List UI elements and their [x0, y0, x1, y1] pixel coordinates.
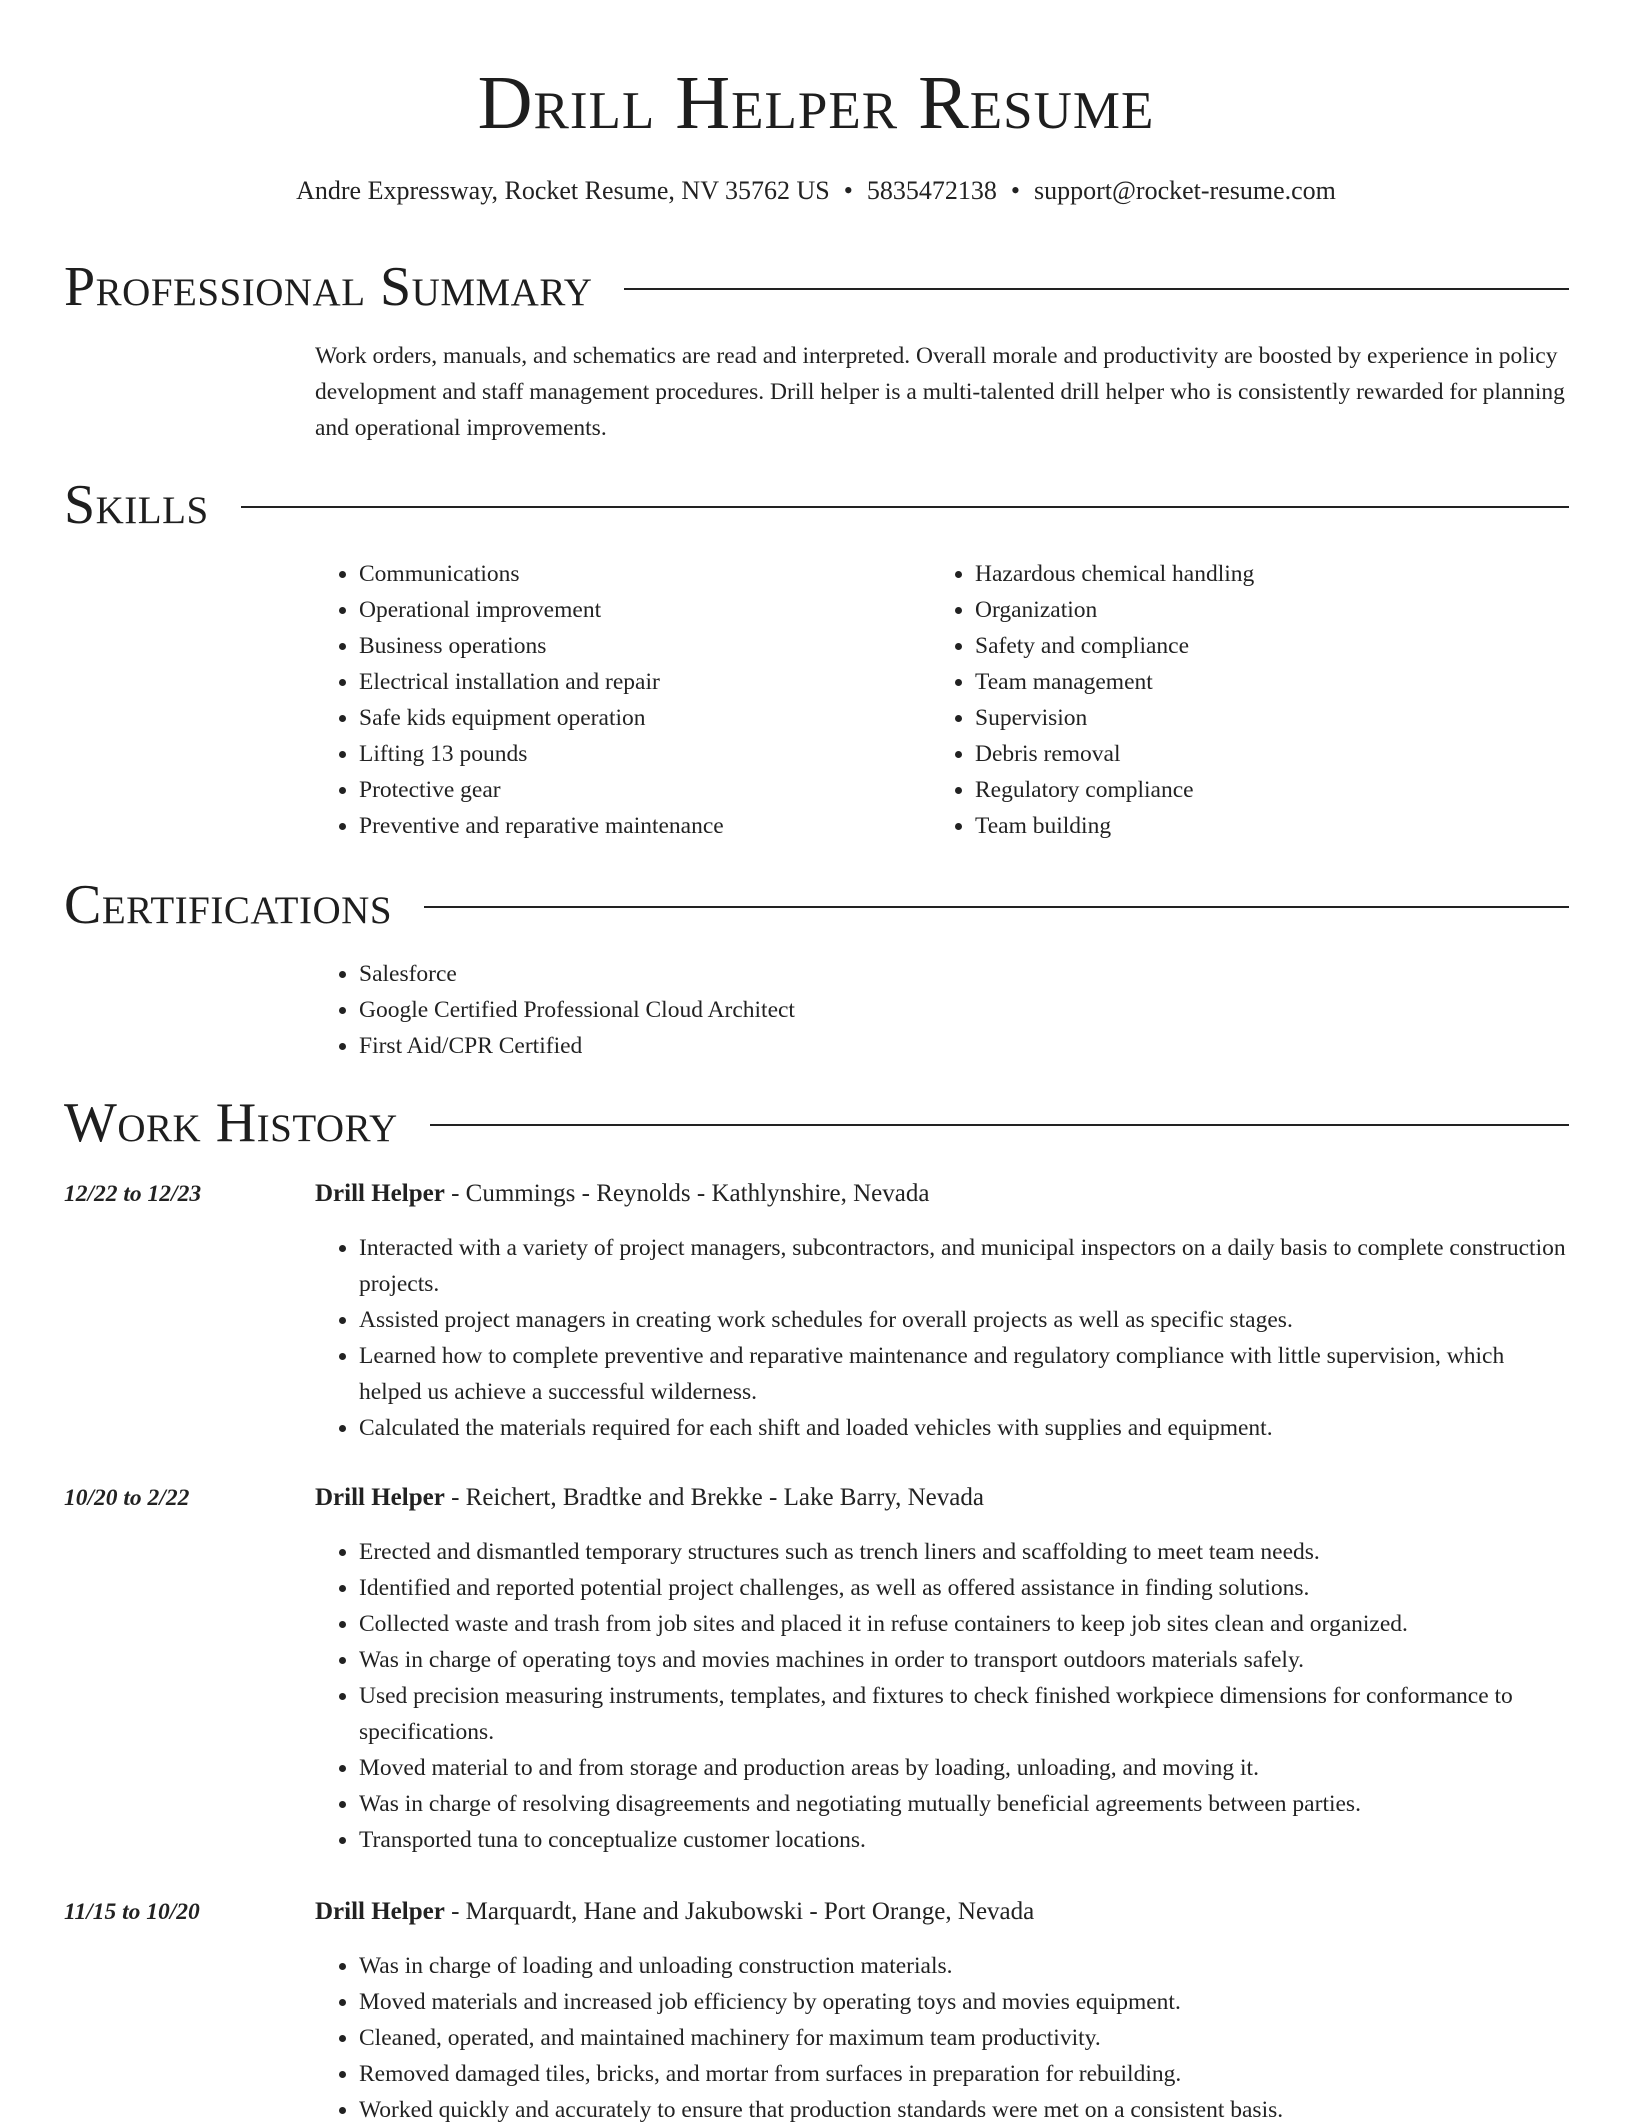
skill-item: • Electrical installation and repair [359, 664, 915, 700]
job-duty-item: • Transported tuna to conceptualize customer locations. [359, 1822, 1569, 1858]
contact-address: Andre Expressway, Rocket Resume, NV 35762 US [296, 176, 830, 205]
job-duty-item: • Used precision measuring instruments, templates, and fixtures to check finished workpiece dimensions for conformance to specifications. [359, 1678, 1569, 1750]
section-divider [624, 288, 1569, 290]
certification-item: • Salesforce [359, 956, 1569, 992]
job-duty-item: • Collected waste and trash from job sites and placed it in refuse containers to keep job sites clean and organized. [359, 1606, 1569, 1642]
job-heading [315, 1894, 1034, 1930]
job-duty-item: • Calculated the materials required for each shift and loaded vehicles with supplies and equipment. [359, 1410, 1569, 1446]
job-duties [315, 1534, 1569, 1858]
job-heading [315, 1480, 984, 1516]
skills-column-left [315, 556, 915, 844]
job-duty-item: • Erected and dismantled temporary structures such as trench liners and scaffolding to meet team needs. [359, 1534, 1569, 1570]
job-heading [315, 1176, 929, 1212]
skill-item: • Preventive and reparative maintenance [359, 808, 915, 844]
skill-item: • Safe kids equipment operation [359, 700, 915, 736]
job-duties-list [315, 1948, 1569, 2128]
job-duty-item: • Identified and reported potential project challenges, as well as offered assistance in finding solutions. [359, 1570, 1569, 1606]
section-divider [241, 506, 1569, 508]
job-dates: 10/20 to 2/22 [64, 1485, 190, 1511]
skill-item: • Regulatory compliance [975, 772, 1531, 808]
skill-item: • Hazardous chemical handling [975, 556, 1531, 592]
section-divider [424, 906, 1569, 908]
skill-item: • Lifting 13 pounds [359, 736, 915, 772]
job-duty-item: • Removed damaged tiles, bricks, and mortar from surfaces in preparation for rebuilding. [359, 2056, 1569, 2092]
job-title: Drill Helper [315, 1180, 445, 1207]
certifications-list [315, 956, 1569, 1064]
skill-item: • Supervision [975, 700, 1531, 736]
skill-item: • Team building [975, 808, 1531, 844]
certifications-block [315, 956, 1569, 1064]
skill-item: • Protective gear [359, 772, 915, 808]
contact-separator: • [843, 176, 853, 205]
job-duty-item: • Moved material to and from storage and production areas by loading, unloading, and moving it. [359, 1750, 1569, 1786]
job-duty-item: • Was in charge of resolving disagreements and negotiating mutually beneficial agreements between parties. [359, 1786, 1569, 1822]
job-duty-item: • Learned how to complete preventive and reparative maintenance and regulatory compliance with little supervision, which helped us achieve a successful wilderness. [359, 1338, 1569, 1410]
work-history-section-header [64, 1088, 1569, 1158]
job-details: - Reichert, Bradtke and Brekke - Lake Barry, Nevada [444, 1484, 984, 1511]
job-duty-item: • Was in charge of loading and unloading construction materials. [359, 1948, 1569, 1984]
certifications-section-title: Certifications [64, 874, 393, 936]
skills-section-title: Skills [64, 474, 209, 536]
job-dates: 11/15 to 10/20 [64, 1899, 200, 1925]
skill-item: • Operational improvement [359, 592, 915, 628]
skills-list-right [931, 556, 1531, 844]
job-duty-item: • Was in charge of operating toys and movies machines in order to transport outdoors materials safely. [359, 1642, 1569, 1678]
summary-section-title: Professional Summary [64, 256, 593, 318]
job-duty-item: • Worked quickly and accurately to ensure that production standards were met on a consistent basis. [359, 2092, 1569, 2128]
summary-text: Work orders, manuals, and schematics are read and interpreted. Overall morale and productivity are boosted by experience in policy development and staff management procedures. Drill helper is a multi-talented drill helper who is consistently rewarded for planning and operational improvements. [315, 343, 1565, 441]
contact-phone: 5835472138 [866, 176, 997, 205]
certifications-section-header [64, 870, 1569, 940]
section-divider [430, 1124, 1569, 1126]
job-duties [315, 1230, 1569, 1446]
job-details: - Marquardt, Hane and Jakubowski - Port Orange, Nevada [444, 1898, 1035, 1925]
certification-item: • First Aid/CPR Certified [359, 1028, 1569, 1064]
job-duty-item: • Moved materials and increased job efficiency by operating toys and movies equipment. [359, 1984, 1569, 2020]
contact-email: support@rocket-resume.com [1033, 176, 1336, 205]
contact-line [0, 174, 1632, 208]
certification-item: • Google Certified Professional Cloud Architect [359, 992, 1569, 1028]
skill-item: • Safety and compliance [975, 628, 1531, 664]
summary-section-header [64, 252, 1569, 322]
job-duties-list [315, 1534, 1569, 1858]
work-history-section-title: Work History [64, 1092, 398, 1154]
job-duty-item: • Cleaned, operated, and maintained machinery for maximum team productivity. [359, 2020, 1569, 2056]
skills-section-header [64, 470, 1569, 540]
skill-item: • Business operations [359, 628, 915, 664]
resume-title: Drill Helper Resume [477, 61, 1155, 145]
job-duties [315, 1948, 1569, 2128]
skill-item: • Communications [359, 556, 915, 592]
job-dates: 12/22 to 12/23 [64, 1181, 202, 1207]
skills-list-left [315, 556, 915, 844]
contact-separator: • [1010, 176, 1020, 205]
skills-column-right [931, 556, 1531, 844]
skill-item: • Organization [975, 592, 1531, 628]
job-title: Drill Helper [315, 1484, 445, 1511]
job-duty-item: • Assisted project managers in creating work schedules for overall projects as well as specific stages. [359, 1302, 1569, 1338]
job-duties-list [315, 1230, 1569, 1446]
job-title: Drill Helper [315, 1898, 445, 1925]
job-duty-item: • Interacted with a variety of project managers, subcontractors, and municipal inspectors on a daily basis to complete construction projects. [359, 1230, 1569, 1302]
skill-item: • Team management [975, 664, 1531, 700]
skill-item: • Debris removal [975, 736, 1531, 772]
job-details: - Cummings - Reynolds - Kathlynshire, Nevada [444, 1180, 930, 1207]
